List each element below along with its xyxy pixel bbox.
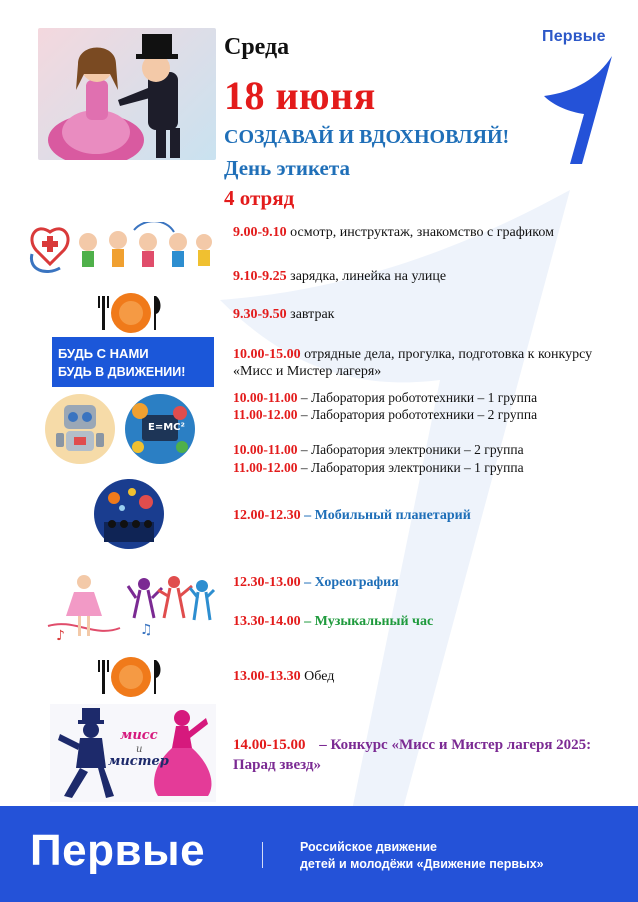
plate-cutlery-icon [98,654,164,700]
dance-music-illustration [44,568,216,644]
schedule-time: 12.30-13.00 [233,575,301,590]
health-exercise-illustration [26,222,214,280]
schedule-text: Мобильный планетарий [314,508,471,523]
schedule-item [233,224,607,241]
schedule-text: завтрак [290,307,335,322]
schedule-text: – Лаборатория электроники – 1 группа [300,460,524,475]
schedule-item [233,406,537,423]
schedule-time: 9.00-9.10 [233,225,287,240]
formula-text: E=MC² [148,422,185,433]
banner-line-2: БУДЬ В ДВИЖЕНИИ! [58,365,186,379]
schedule-item [233,441,524,458]
schedule-time: 9.30-9.50 [233,307,287,322]
schedule-time: 13.30-14.00 [233,614,301,629]
schedule-text: Хореография [314,575,399,590]
robot-illustration [44,393,116,465]
schedule-time: 12.00-12.30 [233,508,301,523]
schedule-time: 10.00-11.00 [233,390,298,405]
contest-word-and: и [136,744,143,755]
schedule-time: 11.00-12.00 [233,407,298,422]
miss-mister-illustration [50,704,216,802]
schedule-item [233,268,446,285]
schedule-item [233,668,334,685]
contest-word-miss: мисс [120,728,158,743]
day-theme: День этикета [224,156,350,180]
plate-cutlery-icon [98,290,164,336]
schedule-text: Обед [304,669,335,684]
logo-text: Первые [542,28,606,45]
schedule-text: Конкурс «Мисс и Мистер лагеря 2025: Парад звезд» [233,737,592,773]
schedule-time: 13.00-13.30 [233,669,301,684]
schedule-item [233,389,537,406]
schedule-time: 14.00-15.00 [233,737,306,753]
footer-org-line-2: детей и молодёжи «Движение первых» [300,857,544,871]
slogan: СОЗДАВАЙ И ВДОХНОВЛЯЙ! [224,126,510,148]
schedule-text: – Лаборатория робототехники – 1 группа [300,390,538,405]
schedule-item [233,507,471,524]
movement-banner [52,337,214,387]
planetarium-illustration [92,478,166,550]
contest-word-mister: мистер [108,754,169,769]
pervye-logo [520,26,620,166]
schedule-dash: – [304,508,312,523]
schedule-time: 10.00-15.00 [233,347,301,362]
schedule-text: Музыкальный час [314,614,434,629]
schedule-text: зарядка, линейка на улице [290,269,447,284]
footer-brand: Первые [30,826,206,875]
etiquette-illustration [38,28,216,160]
schedule-item [233,574,399,591]
squad-number: 4 отряд [224,186,295,210]
footer-divider [262,842,263,868]
svg-text:♪: ♪ [56,628,65,644]
schedule-text: – Лаборатория электроники – 2 группа [300,442,524,457]
schedule-item [233,346,605,380]
schedule-item [233,306,334,323]
schedule-dash: – [319,737,327,753]
footer-bar [0,806,638,902]
svg-text:♫: ♫ [140,622,153,638]
schedule-time: 9.10-9.25 [233,269,287,284]
schedule-item [233,459,524,476]
schedule-time: 11.00-12.00 [233,460,298,475]
electronics-illustration [124,393,196,465]
schedule-text: – Лаборатория робототехники – 2 группа [300,407,538,422]
schedule-dash: – [304,575,312,590]
schedule-time: 10.00-11.00 [233,442,298,457]
schedule-item [233,735,611,775]
schedule-item [233,613,433,630]
day-of-week: Среда [224,34,290,60]
schedule-text: осмотр, инструктаж, знакомство с графиком [290,225,554,240]
schedule-dash: – [304,614,312,629]
footer-org-line-1: Российское движение [300,840,438,854]
date-title: 18 июня [224,73,376,118]
banner-line-1: БУДЬ С НАМИ [58,346,149,361]
schedule-text: отрядные дела, прогулка, подготовка к конкурсу «Мисс и Мистер лагеря» [233,347,593,379]
